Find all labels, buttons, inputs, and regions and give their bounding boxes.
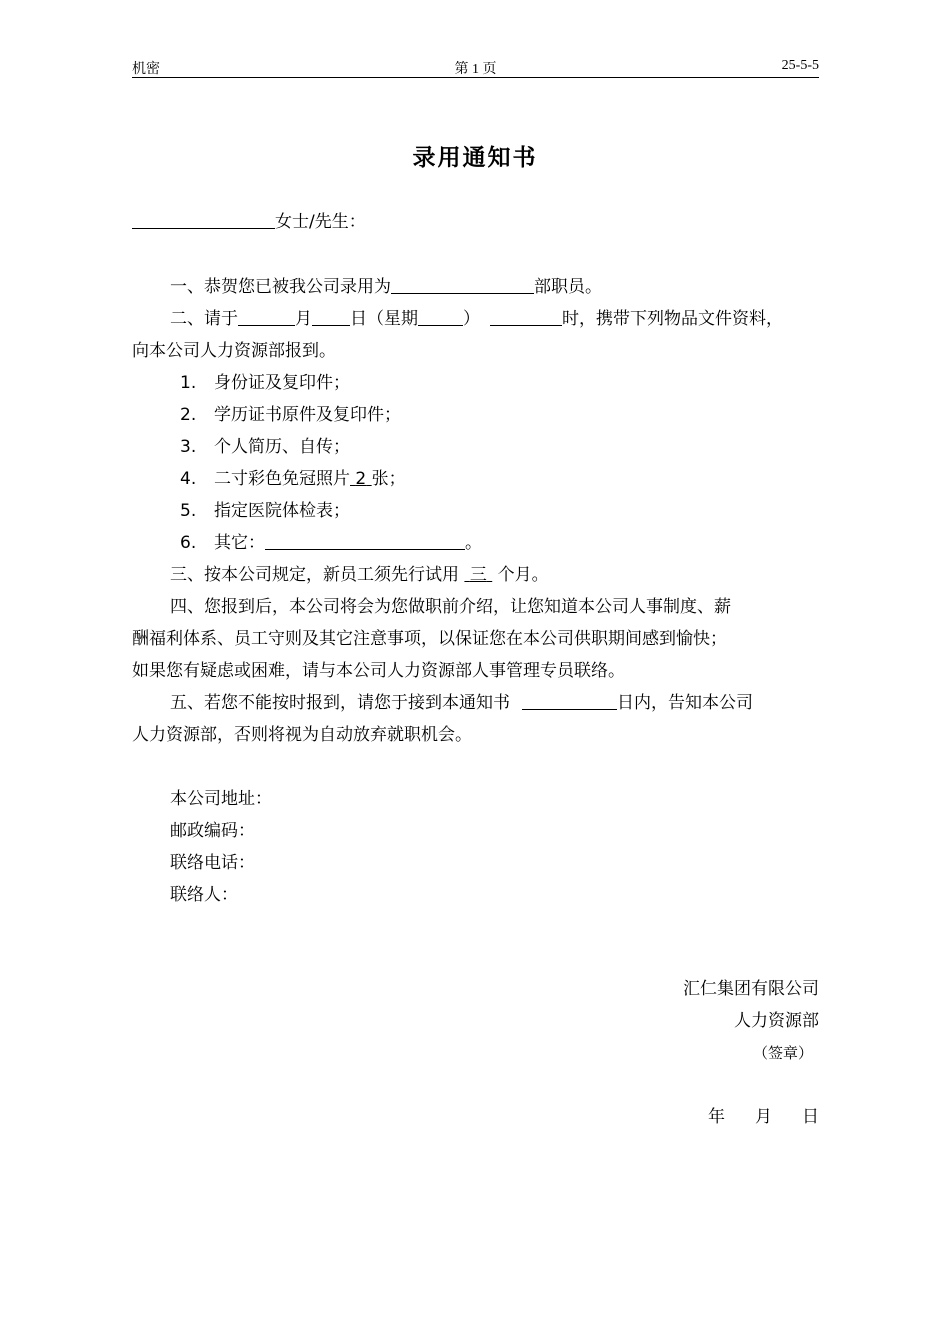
list-item (180, 404, 401, 426)
header-date: 25-5-5 (781, 58, 819, 73)
para1-suffix: 部职员。 (534, 277, 602, 297)
item-suffix: 张； (371, 469, 406, 489)
month-label: 月 (755, 1107, 772, 1127)
list-item (180, 436, 350, 458)
item-text: 学历证书原件及复印件； (214, 405, 401, 425)
month-blank[interactable] (238, 309, 295, 326)
para2-time-suffix: 时，携带下列物品文件资料， (562, 309, 783, 329)
time-blank[interactable] (490, 309, 562, 326)
contact-person-label: 联络人： (170, 885, 238, 905)
para3-prefix: 三、按本公司规定，新员工须先行试用 (170, 565, 459, 585)
para3-suffix: 个月。 (497, 565, 549, 585)
para3 (170, 564, 549, 586)
para2-start: 二、请于 (170, 309, 238, 329)
para5-suffix: 日内，告知本公司 (617, 693, 753, 713)
item-number: 2. (180, 405, 197, 425)
para2-month: 月 (295, 309, 312, 329)
day-label: 日 (802, 1107, 819, 1127)
postcode-label: 邮政编码： (170, 821, 255, 841)
item-text: 身份证及复印件； (214, 373, 350, 393)
para5-line2: 人力资源部，否则将视为自动放弃就职机会。 (132, 725, 472, 745)
para1 (170, 276, 602, 298)
photo-count: 2 (355, 469, 367, 489)
day-blank[interactable] (312, 309, 350, 326)
para1-prefix: 一、恭贺您已被我公司录用为 (170, 277, 391, 297)
confidential-label: 机密 (132, 62, 160, 77)
year-label: 年 (708, 1107, 725, 1127)
list-item (180, 372, 350, 394)
para2-close: ） (463, 309, 480, 329)
list-item (180, 500, 350, 522)
item-number: 5. (180, 501, 197, 521)
weekday-blank[interactable] (418, 309, 463, 326)
para2-line1 (170, 308, 783, 330)
date-line (708, 1106, 819, 1128)
salutation-line (132, 211, 366, 233)
company-name: 汇仁集团有限公司 (683, 979, 819, 999)
department-name: 人力资源部 (734, 1011, 819, 1031)
para5-prefix: 五、若您不能按时报到，请您于接到本通知书 (170, 693, 510, 713)
page-header (132, 58, 819, 78)
para4-line2: 酬福利体系、员工守则及其它注意事项，以保证您在本公司供职期间感到愉快； (132, 629, 727, 649)
page-number: 第 1 页 (454, 62, 497, 77)
item-number: 1. (180, 373, 197, 393)
para2-day: 日（星期 (350, 309, 418, 329)
para4-line1: 四、您报到后，本公司将会为您做职前介绍，让您知道本公司人事制度、薪 (170, 597, 731, 617)
item-text: 二寸彩色免冠照片 (214, 469, 350, 489)
item-number: 6. (180, 533, 197, 553)
address-label: 本公司地址： (170, 789, 272, 809)
list-item (180, 532, 482, 554)
para5-line1 (170, 692, 753, 714)
name-blank[interactable] (132, 212, 275, 229)
department-blank[interactable] (391, 277, 534, 294)
para4-line3: 如果您有疑虑或困难，请与本公司人力资源部人事管理专员联络。 (132, 661, 625, 681)
phone-label: 联络电话： (170, 853, 255, 873)
other-blank[interactable] (265, 533, 465, 550)
salutation-text: 女士/先生： (275, 212, 366, 232)
days-blank[interactable] (522, 693, 617, 710)
item-number: 3. (180, 437, 197, 457)
seal-label: （签章） (752, 1044, 813, 1062)
document-title: 录用通知书 (412, 144, 538, 171)
list-item (180, 468, 406, 490)
item-number: 4. (180, 469, 197, 489)
item-text: 个人简历、自传； (214, 437, 350, 457)
probation-months: 三 (469, 565, 487, 585)
item-suffix: 。 (465, 533, 482, 553)
para2-line2: 向本公司人力资源部报到。 (132, 341, 336, 361)
item-text: 其它： (214, 533, 265, 553)
item-text: 指定医院体检表； (214, 501, 350, 521)
